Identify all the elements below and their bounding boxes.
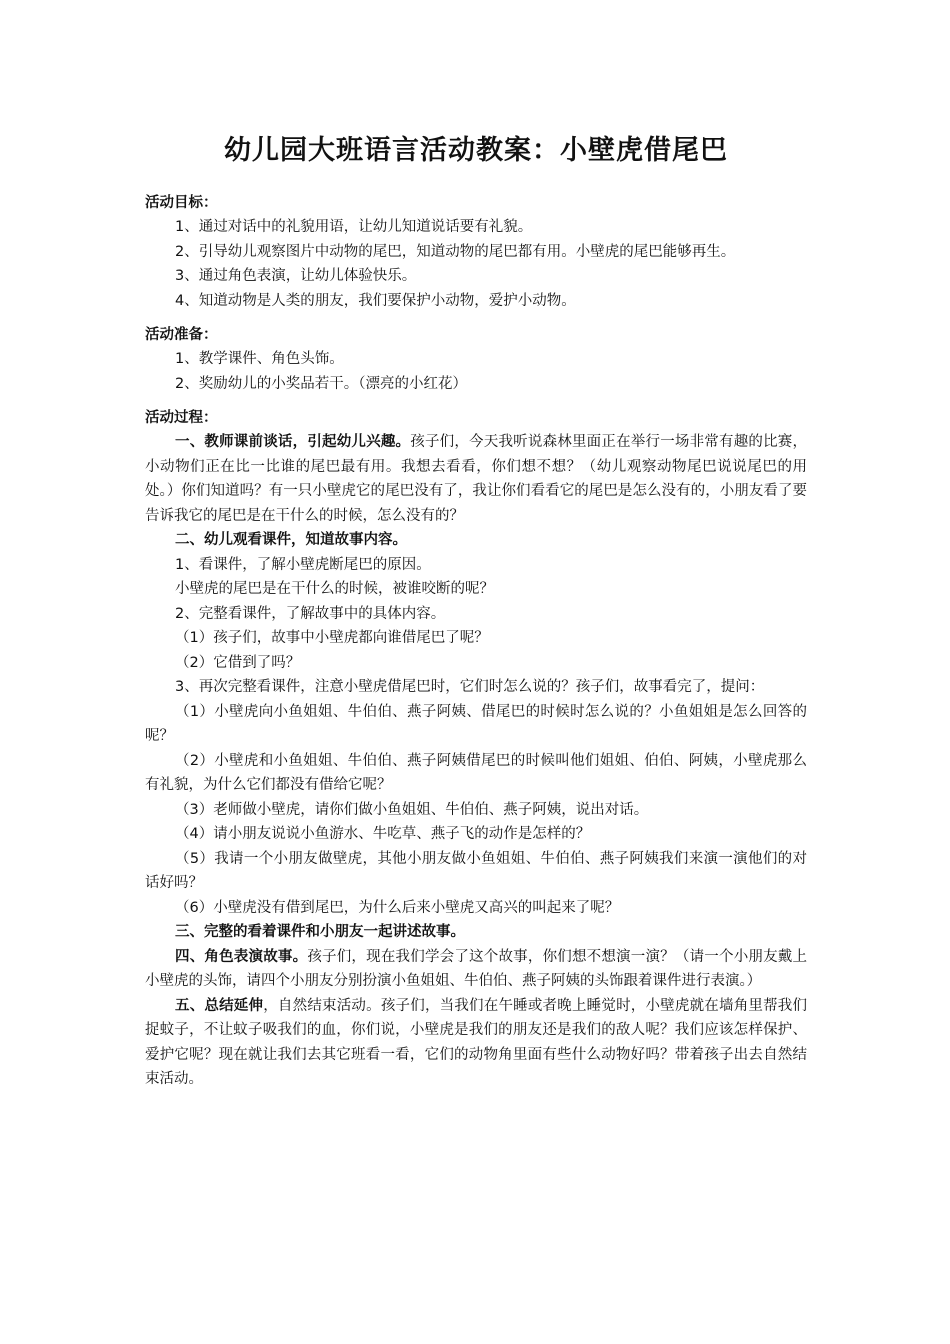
- step-2-line: 3、再次完整看课件，注意小壁虎借尾巴时，它们时怎么说的？孩子们，故事看完了，提问：: [175, 679, 765, 695]
- step-2-line: （4）请小朋友说说小鱼游水、牛吃草、燕子飞的动作是怎样的？: [175, 826, 591, 842]
- process-step-4: [145, 945, 807, 994]
- step-2-line: （3）老师做小壁虎，请你们做小鱼姐姐、牛伯伯、燕子阿姨，说出对话。: [175, 801, 649, 818]
- step-2-line: （5）我请一个小朋友做壁虎，其他小朋友做小鱼姐姐、牛伯伯、燕子阿姨我们来演一演他们的对话好吗？: [145, 850, 807, 891]
- step-4-title: 四、角色表演故事。: [175, 948, 308, 965]
- step-5-title: 五、总结延伸: [175, 997, 264, 1014]
- step-3-title: 三、完整的看着课件和小朋友一起讲述故事。: [175, 924, 465, 940]
- prep-item: 2、奖励幼儿的小奖品若干。（漂亮的小红花）: [175, 375, 467, 392]
- goal-item: 4、知道动物是人类的朋友，我们要保护小动物，爱护小动物。: [175, 292, 576, 309]
- document-title: 幼儿园大班语言活动教案：小壁虎借尾巴: [224, 135, 728, 166]
- process-step-5: [145, 994, 807, 1092]
- step-2-line: 小壁虎的尾巴是在干什么的时候，被谁咬断的呢？: [175, 581, 494, 597]
- step-2-title: 二、幼儿观看课件，知道故事内容。: [175, 532, 407, 548]
- step-2-line: （1）孩子们，故事中小壁虎都向谁借尾巴了呢？: [175, 630, 489, 646]
- process-step-3: [145, 920, 807, 945]
- step-1-text: 孩子们，今天我听说森林里面正在举行一场非常有趣的比赛，小动物们正在比一比谁的尾巴最有用。我想去看看，你们想不想？（幼儿观察动物尾巴说说尾巴的用处。）你们知道吗？有一只小壁虎它的尾巴没有了，我让你们看看它的尾巴是怎么没有的，小朋友看了要告诉我它的尾巴是在干什么的时候，怎么没有的？: [145, 434, 808, 524]
- process-step-1: [145, 430, 807, 528]
- goal-item: 3、通过角色表演，让幼儿体验快乐。: [175, 268, 417, 284]
- step-2-line: 2、完整看课件，了解故事中的具体内容。: [175, 605, 446, 622]
- goal-item: 2、引导幼儿观察图片中动物的尾巴，知道动物的尾巴都有用。小壁虎的尾巴能够再生。: [175, 243, 736, 260]
- process-step-2: [145, 528, 807, 553]
- goal-item: 1、通过对话中的礼貌用语，让幼儿知道说话要有礼貌。: [175, 219, 533, 235]
- goals-heading: 活动目标：: [145, 195, 218, 211]
- step-2-line: （2）小壁虎和小鱼姐姐、牛伯伯、燕子阿姨借尾巴的时候叫他们姐姐、伯伯、阿姨，小壁虎那么有礼貌，为什么它们都没有借给它呢？: [145, 752, 807, 793]
- step-1-title: 一、教师课前谈话，引起幼儿兴趣。: [175, 434, 411, 450]
- document-page: [145, 128, 807, 1092]
- prep-item: 1、教学课件、角色头饰。: [175, 351, 344, 367]
- process-heading: 活动过程：: [145, 410, 218, 426]
- step-2-line: （2）它借到了吗？: [175, 654, 301, 671]
- step-2-line: （6）小壁虎没有借到尾巴，为什么后来小壁虎又高兴的叫起来了呢？: [175, 899, 620, 916]
- step-5-text: ，自然结束活动。孩子们，当我们在午睡或者晚上睡觉时，小壁虎就在墙角里帮我们捉蚊子，不让蚊子吸我们的血，你们说，小壁虎是我们的朋友还是我们的敌人呢？我们应该怎样保护、爱护它呢？现在就让我们去其它班看一看，它们的动物角里面有些什么动物好吗？带着孩子出去自然结束活动。: [145, 997, 808, 1087]
- step-4-text: 孩子们，现在我们学会了这个故事，你们想不想演一演？（请一个小朋友戴上小壁虎的头饰，请四个小朋友分别扮演小鱼姐姐、牛伯伯、燕子阿姨的头饰跟着课件进行表演。）: [145, 948, 808, 989]
- step-2-line: （1）小壁虎向小鱼姐姐、牛伯伯、燕子阿姨、借尾巴的时候时怎么说的？小鱼姐姐是怎么回答的呢？: [145, 703, 807, 744]
- step-2-line: 1、看课件，了解小壁虎断尾巴的原因。: [175, 556, 431, 573]
- prep-heading: 活动准备：: [145, 327, 218, 343]
